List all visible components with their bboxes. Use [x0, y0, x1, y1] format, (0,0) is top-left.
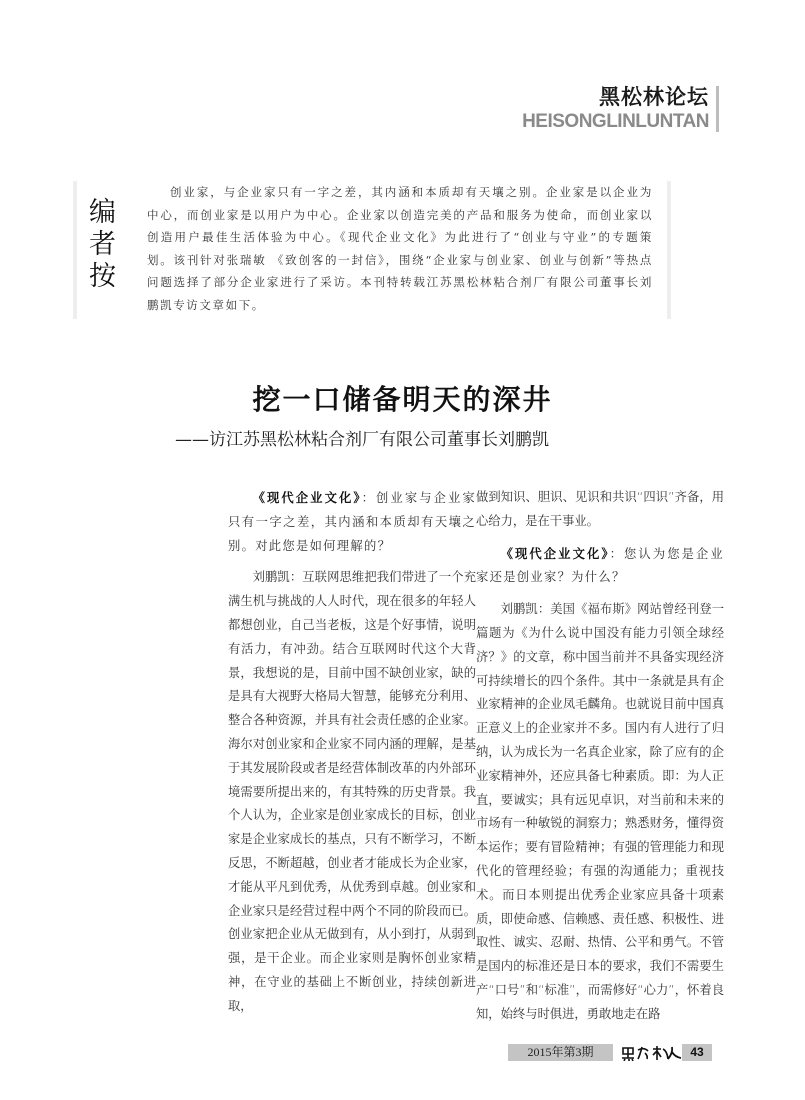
- editor-note-box: [73, 181, 671, 319]
- question-text: ：创业家与企业家只有一字之差，其内涵和本质却有天壤之别。对此您是如何理解的？: [228, 491, 476, 553]
- header-divider: [716, 86, 719, 132]
- question-source: 《现代企业文化》: [500, 545, 610, 561]
- editor-note-text: 创业家，与企业家只有一字之差，其内涵和本质却有天壤之别。企业家是以企业为中心，而创业家是以用户为中心。企业家以创造完美的产品和服务为使命，而创业家以创造用户最佳生活体验为中心。《现代企业文化》为此进行了“创业与守业”的专题策划。该刊针对张瑞敏 《致创客的一封信》，围绕“企业家与创业家、创业与创新”等热点问题选择了部分企业家进行了采访。本刊特转载江苏黑松林粘合剂厂有限公司董事长刘鹏凯专访文章如下。: [147, 185, 653, 312]
- question-1: [228, 486, 476, 558]
- answer-2: 刘鹏凯：美国《福布斯》网站曾经刊登一篇题为《为什么说中国没有能力引领全球经济？》的文章，称中国当前并不具备实现经济可持续增长的四个条件。其中一条就是具有企业家精神的企业凤毛麟角。也就说目前中国真正意义上的企业家并不多。国内有人进行了归纳，认为成长为一名真企业家，除了应有的企业家精神外，还应具备七种素质。即：为人正直，要诚实；具有远见卓识，对当前和未来的市场有一种敏锐的洞察力；熟悉财务，懂得资本运作；要有冒险精神；有强的管理能力和现代化的管理经验；有强的沟通能力；重视技术。而日本则提出优秀企业家应具备十项素质，即使命感、信赖感、责任感、积极性、进取性、诚实、忍耐、热情、公平和勇气。不管是国内的标准还是日本的要求，我们不需要生产“口号”和“标准”，而需修好“心力”，怀着良知，始终与时俱进，勇敢地走在路: [476, 602, 724, 1021]
- section-header: [522, 84, 709, 134]
- magazine-logo-icon: [620, 1044, 682, 1061]
- question-text: ：您认为您是企业家还是创业家？为什么？: [476, 546, 724, 585]
- answer-1-continued: 做到知识、胆识、见识和共识“四识”齐备，用心给力，是在干事业。: [476, 490, 724, 528]
- label-char: 编: [89, 197, 116, 228]
- issue-label: 2015年第3期: [508, 1044, 613, 1061]
- label-char: 按: [89, 261, 116, 292]
- article-column-left: [228, 486, 476, 1019]
- section-title-en: HEISONGLINLUNTAN: [522, 111, 709, 132]
- question-2: [476, 542, 724, 591]
- editor-note-label: [89, 197, 121, 293]
- label-char: 者: [89, 229, 116, 260]
- article-subtitle: ——访江苏黑松林粘合剂厂有限公司董事长刘鹏凯: [175, 430, 549, 450]
- page-footer: [508, 1044, 712, 1061]
- section-title-cn: 黑松林论坛: [599, 85, 709, 109]
- answer-1: 刘鹏凯：互联网思维把我们带进了一个充满生机与挑战的人人时代，现在很多的年轻人都想创业，自己当老板，这是个好事情，说明有活力，有冲劲。结合互联网时代这个大背景，我想说的是，目前中国不缺创业家，缺的是具有大视野大格局大智慧，能够充分利用、整合各种资源，并具有社会责任感的企业家。海尔对创业家和企业家不同内涵的理解，是基于其发展阶段或者是经营体制改革的内外部环境需要所提出来的，有其特殊的历史背景。我个人认为，企业家是创业家成长的目标，创业家是企业家成长的基点，只有不断学习，不断反思，不断超越，创业者才能成长为企业家，才能从平凡到优秀，从优秀到卓越。创业家和企业家只是经营过程中两个不同的阶段而已。创业家把企业从无做到有，从小到打，从弱到强，是干企业。而企业家则是胸怀创业家精神，在守业的基础上不断创业，持续创新进取，: [228, 570, 476, 1013]
- article-title: 挖一口储备明天的深井: [252, 383, 553, 416]
- page-number: 43: [682, 1044, 712, 1061]
- question-source: 《现代企业文化》: [252, 490, 362, 505]
- article-column-right: [476, 486, 724, 1027]
